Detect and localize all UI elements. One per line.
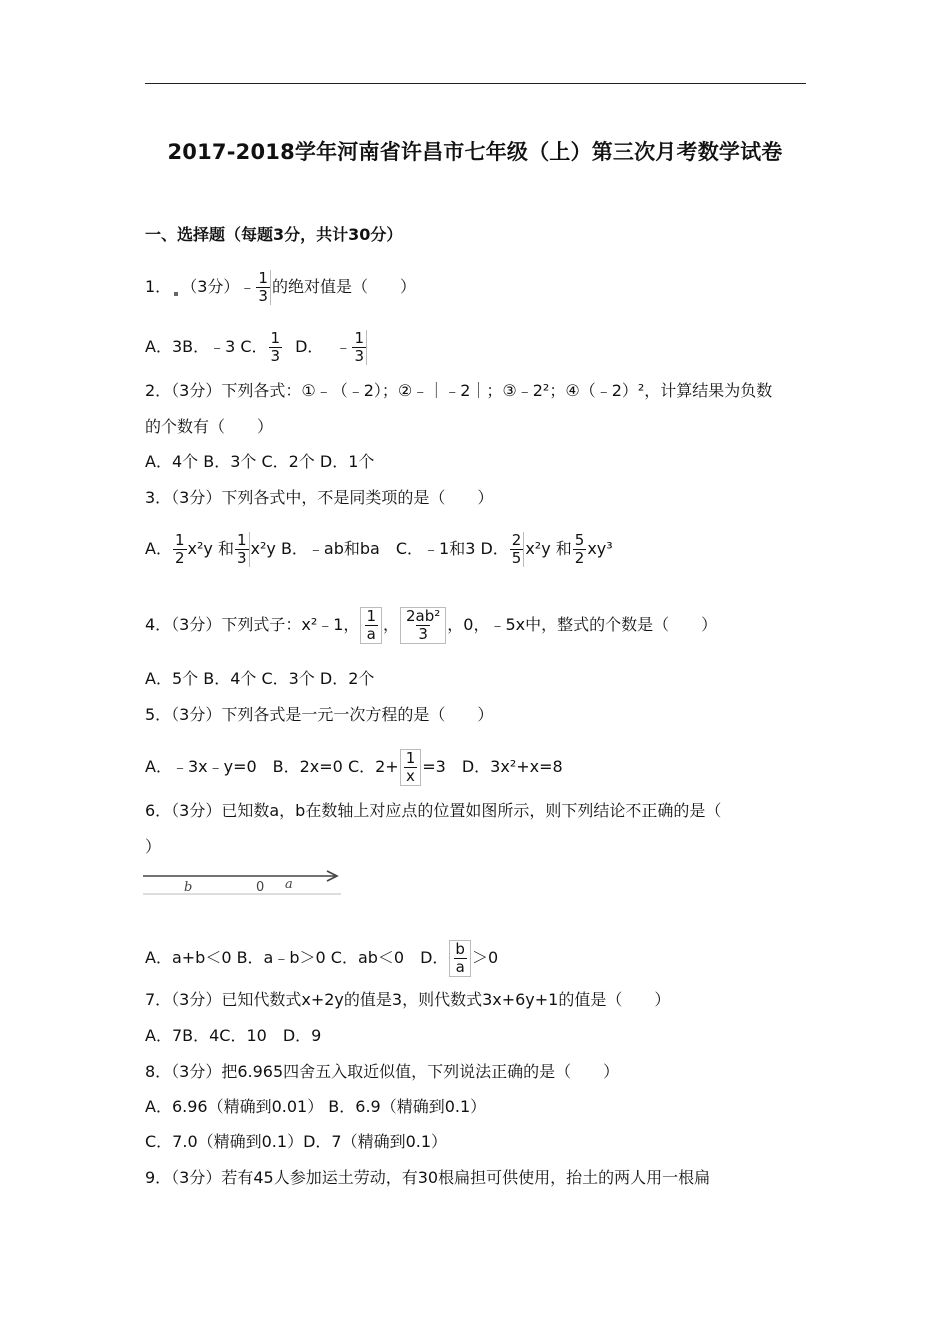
q1-optd-fraction	[352, 330, 367, 365]
q1-stem-tail: 的绝对值是（ ）	[271, 277, 416, 296]
q5-numerator: 1	[405, 749, 416, 767]
question-5-options	[145, 749, 563, 786]
question-6: 6．（3分）已知数a，b在数轴上对应点的位置如图所示，则下列结论不正确的是（	[145, 801, 722, 820]
q4-f2-numerator: 2ab²	[406, 607, 441, 625]
q6-options-abc: A．a+b＜0 B．a﹣b＞0 C．ab＜0 D．	[145, 948, 449, 967]
q3-a-f1-numerator: 1	[174, 531, 185, 549]
question-7-options: A．7B．4C．10 D．9	[145, 1026, 322, 1045]
q1-optc-denominator: 3	[270, 347, 281, 365]
q4-f1-numerator: 1	[366, 607, 376, 625]
q3-d-middle: x²y 和	[525, 539, 572, 558]
q1-frac-numerator: 1	[258, 269, 268, 287]
q4-separator: ，	[382, 615, 399, 634]
anchor-mark-icon	[174, 292, 178, 296]
q1-option-d: D．	[295, 337, 324, 356]
question-2-cont: 的个数有（ ）	[145, 417, 274, 436]
axis-label-a: a	[285, 877, 293, 892]
axis-label-zero: 0	[256, 880, 265, 895]
q5-options-abc: A．﹣3x﹣y=0 B．2x=0 C．2+	[145, 757, 399, 776]
q3-a-f1-denominator: 2	[174, 549, 185, 567]
q3-a-f2-numerator: 1	[236, 531, 247, 549]
page-title: 2017-2018学年河南省许昌市七年级（上）第三次月考数学试卷	[167, 140, 783, 164]
q6-numerator: b	[455, 940, 465, 958]
q4-fraction-2	[400, 607, 446, 644]
q6-option-d-tail: ＞0	[471, 948, 499, 967]
q4-stem-end: ，0，﹣5x中，整式的个数是（ ）	[447, 615, 718, 634]
question-8-options-1: A．6.96（精确到0.01） B．6.9（精确到0.1）	[145, 1097, 487, 1116]
q3-a-fraction-2	[235, 532, 250, 567]
q3-d-fraction-1	[510, 532, 525, 567]
q5-options-d: =3 D．3x²+x=8	[422, 757, 563, 776]
header-rule	[145, 83, 806, 84]
section-heading: 一、选择题（每题3分，共计30分）	[145, 225, 403, 244]
q4-fraction-1	[360, 607, 382, 644]
q1-optc-numerator: 1	[270, 329, 281, 347]
question-2-options: A．4个 B．3个 C．2个 D．1个	[145, 452, 375, 471]
question-3: 3．（3分）下列各式中，不是同类项的是（ ）	[145, 488, 494, 507]
q3-options-bc: x²y B．﹣ab和ba C．﹣1和3 D．	[250, 539, 509, 558]
q3-a-middle: x²y 和	[187, 539, 234, 558]
q1-optd-sign: ﹣	[335, 337, 352, 356]
question-5: 5．（3分）下列各式是一元一次方程的是（ ）	[145, 705, 494, 724]
question-7: 7．（3分）已知代数式x+2y的值是3，则代数式3x+6y+1的值是（ ）	[145, 990, 671, 1009]
question-1	[145, 270, 416, 305]
question-4-options: A．5个 B．4个 C．3个 D．2个	[145, 669, 375, 688]
q4-f2-denominator: 3	[418, 625, 428, 643]
q1-sign: ﹣	[239, 277, 256, 296]
q1-optd-numerator: 1	[354, 329, 364, 347]
question-6-options	[145, 940, 498, 977]
question-8-options-2: C．7.0（精确到0.1）D．7（精确到0.1）	[145, 1132, 448, 1151]
question-8: 8．（3分）把6.965四舍五入取近似值，下列说法正确的是（ ）	[145, 1062, 620, 1081]
q1-fraction	[256, 270, 271, 305]
q1-frac-denominator: 3	[258, 287, 268, 305]
question-2: 2．（3分）下列各式：①﹣（﹣2）；②﹣｜﹣2｜；③﹣2²；④（﹣2）²，计算结果为负数	[145, 381, 773, 400]
question-1-options	[145, 330, 368, 365]
axis-label-b: b	[184, 880, 193, 895]
question-9: 9．（3分）若有45人参加运土劳动，有30根扁担可供使用，抬土的两人用一根扁	[145, 1168, 711, 1187]
question-6-cont: ）	[145, 837, 162, 856]
q3-d-f2-numerator: 5	[574, 531, 585, 549]
q5-fraction	[400, 749, 422, 786]
q3-d-tail: xy³	[587, 539, 613, 558]
q3-d-f2-denominator: 2	[574, 549, 585, 567]
question-4	[145, 607, 717, 644]
q6-fraction	[449, 940, 471, 977]
question-3-options	[145, 532, 613, 567]
q1-score: （3分）	[181, 277, 240, 296]
q1-number: 1．	[145, 277, 172, 296]
q1-optd-denominator: 3	[354, 347, 364, 365]
q4-stem-start: 4．（3分）下列式子：x²﹣1，	[145, 615, 360, 634]
number-line-figure	[143, 864, 343, 898]
q3-d-fraction-2	[573, 532, 587, 567]
q3-option-a-label: A．	[145, 539, 172, 558]
q3-d-f1-numerator: 2	[511, 531, 522, 549]
q3-d-f1-denominator: 5	[511, 549, 522, 567]
q5-denominator: x	[406, 767, 415, 785]
q3-a-fraction-1	[173, 532, 187, 567]
q3-a-f2-denominator: 3	[236, 549, 247, 567]
q6-denominator: a	[455, 958, 465, 976]
q1-options-ab: A．3B．﹣3 C．	[145, 337, 268, 356]
q1-optc-fraction	[269, 330, 283, 365]
q4-f1-denominator: a	[366, 625, 376, 643]
